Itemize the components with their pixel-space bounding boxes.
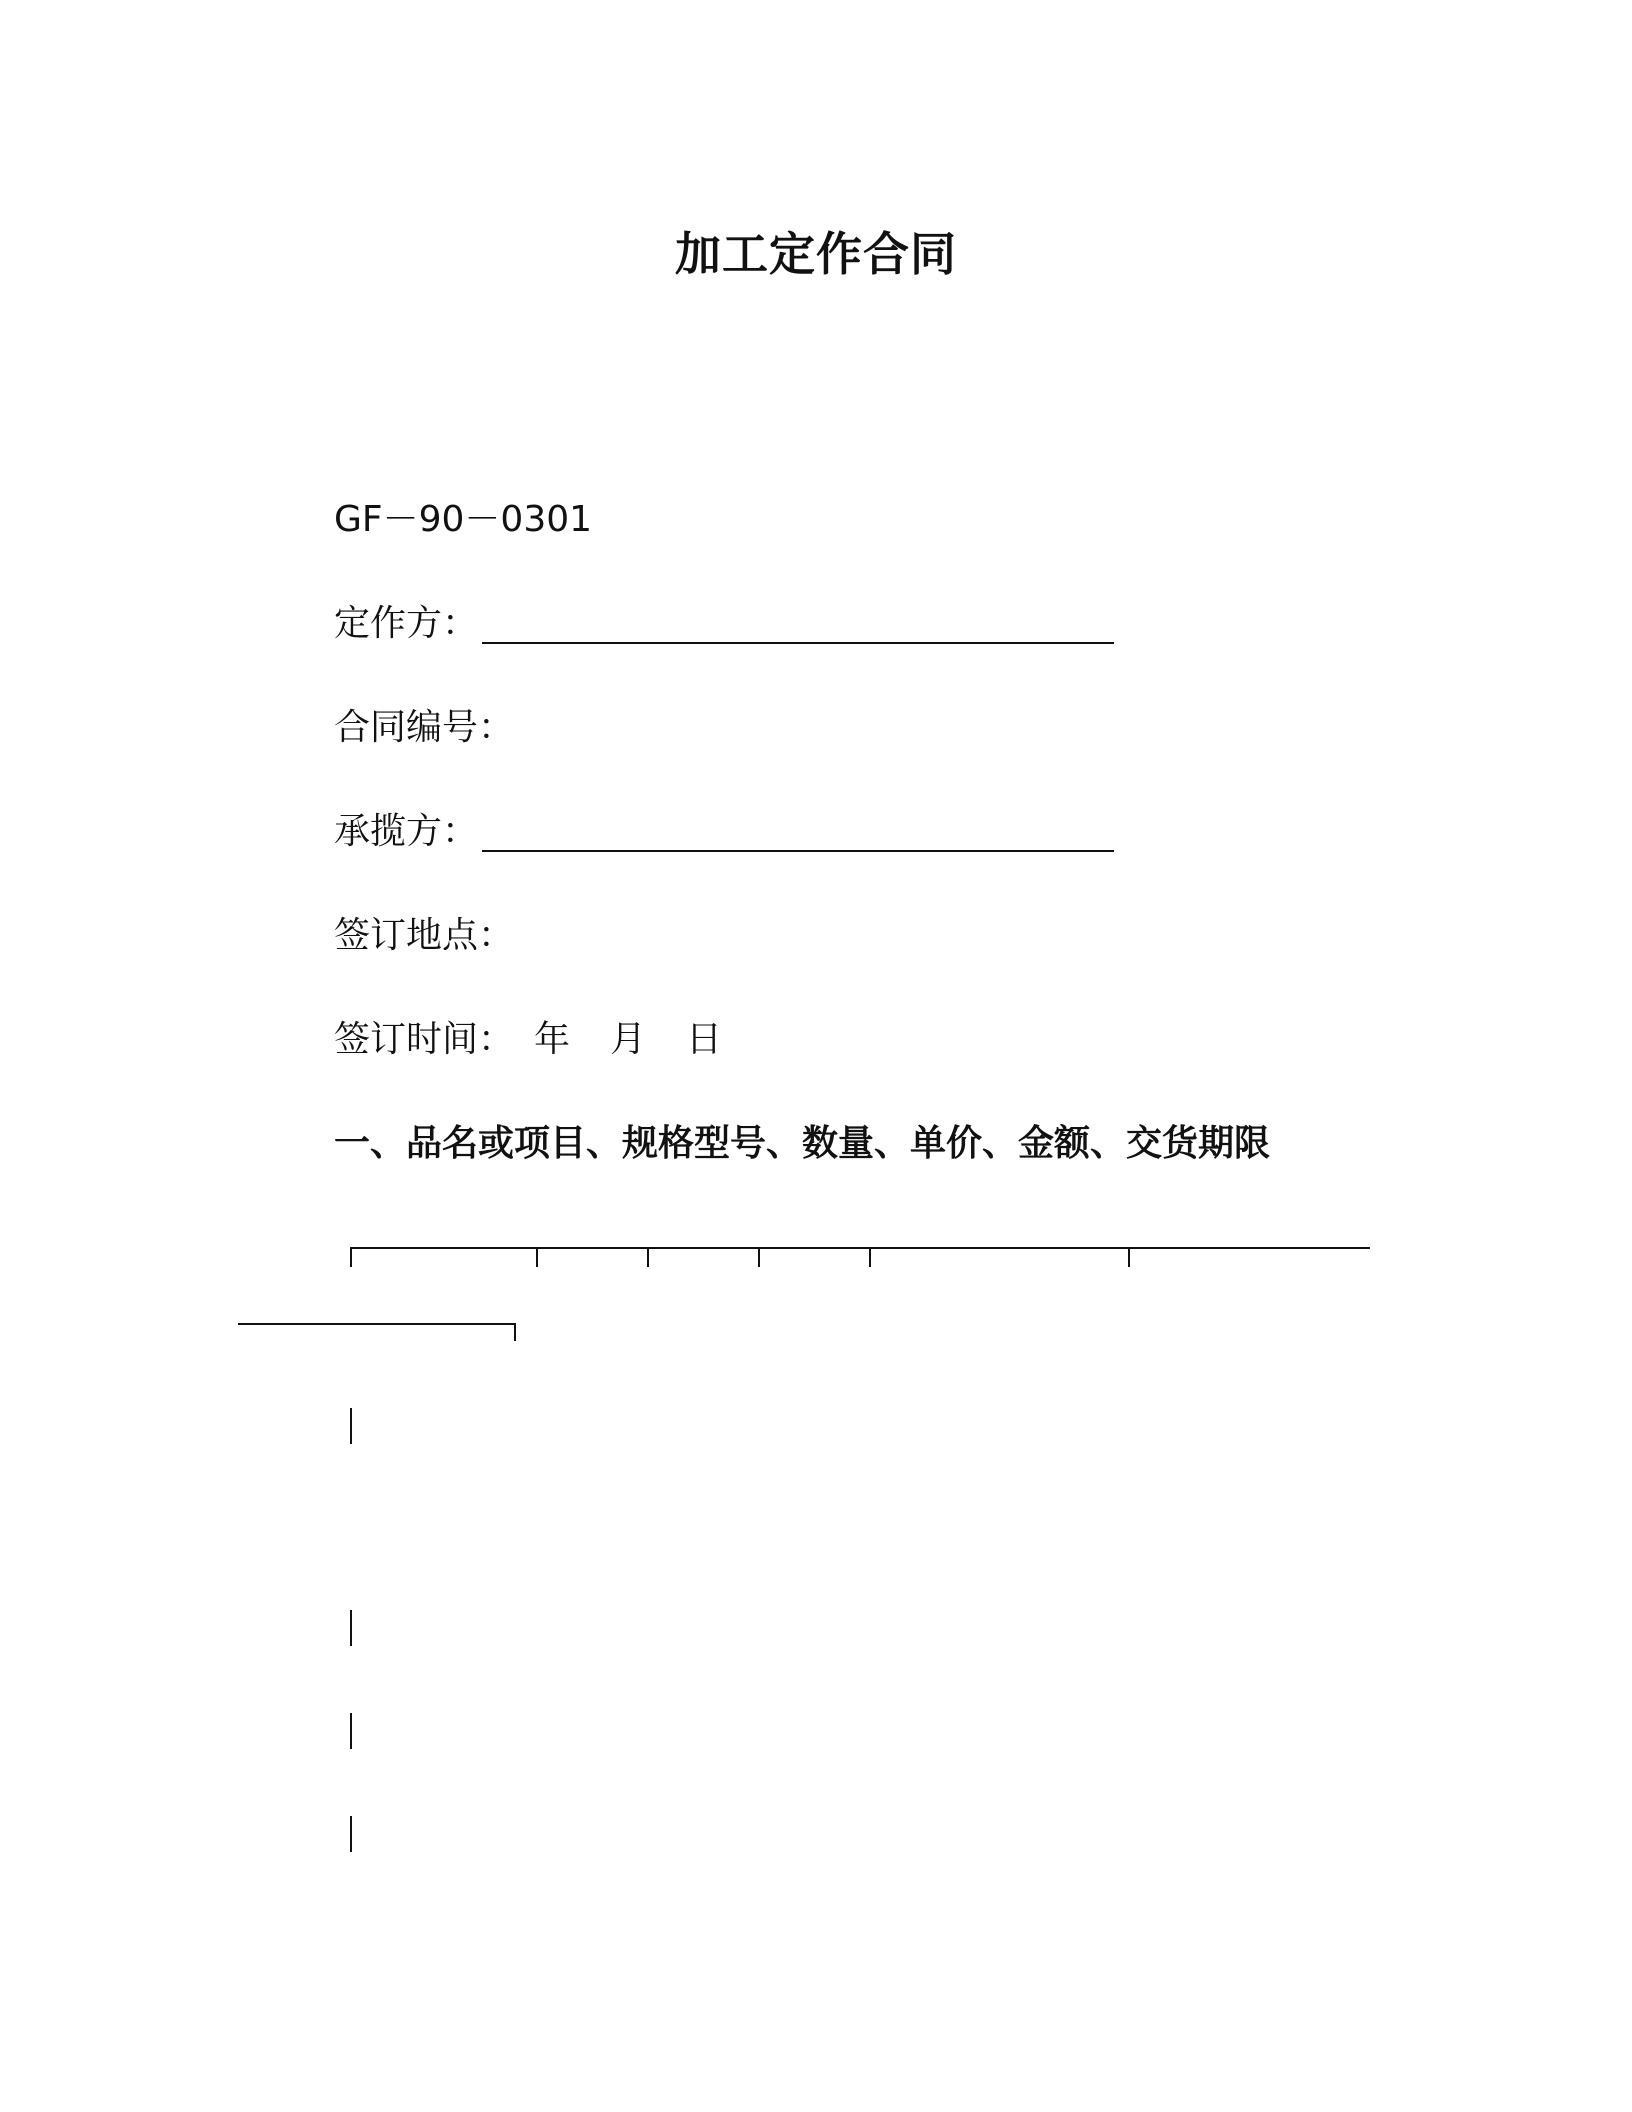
table-col-divider xyxy=(758,1247,760,1267)
signing-time-row xyxy=(334,1018,722,1062)
signing-place-label: 签订地点： xyxy=(334,915,515,956)
table-col-divider xyxy=(350,1247,352,1267)
section-1-heading: 一、品名或项目、规格型号、数量、单价、金额、交货期限 xyxy=(334,1123,1271,1164)
form-code: GF－90－0301 xyxy=(334,499,593,540)
table-top-border xyxy=(350,1247,1370,1249)
table-col-divider xyxy=(1128,1247,1130,1267)
customer-blank-line[interactable] xyxy=(482,642,1114,644)
table-row-left-border xyxy=(350,1816,352,1852)
table-wrapped-divider xyxy=(514,1323,516,1341)
table-col-divider xyxy=(536,1247,538,1267)
table-col-divider xyxy=(647,1247,649,1267)
table-wrapped-border xyxy=(238,1323,516,1325)
month-label: 月 xyxy=(610,1019,647,1060)
year-label: 年 xyxy=(534,1019,571,1060)
table-row-left-border xyxy=(350,1408,352,1444)
document-title: 加工定作合同 xyxy=(675,227,957,281)
table-row-left-border xyxy=(350,1713,352,1749)
contractor-blank-line[interactable] xyxy=(482,850,1114,852)
contractor-label: 承揽方： xyxy=(334,811,479,852)
table-col-divider xyxy=(869,1247,871,1267)
customer-label: 定作方： xyxy=(334,603,479,644)
day-label: 日 xyxy=(686,1019,723,1060)
signing-time-label: 签订时间： xyxy=(334,1019,515,1060)
contract-number-label: 合同编号： xyxy=(334,707,515,748)
table-row-left-border xyxy=(350,1610,352,1646)
